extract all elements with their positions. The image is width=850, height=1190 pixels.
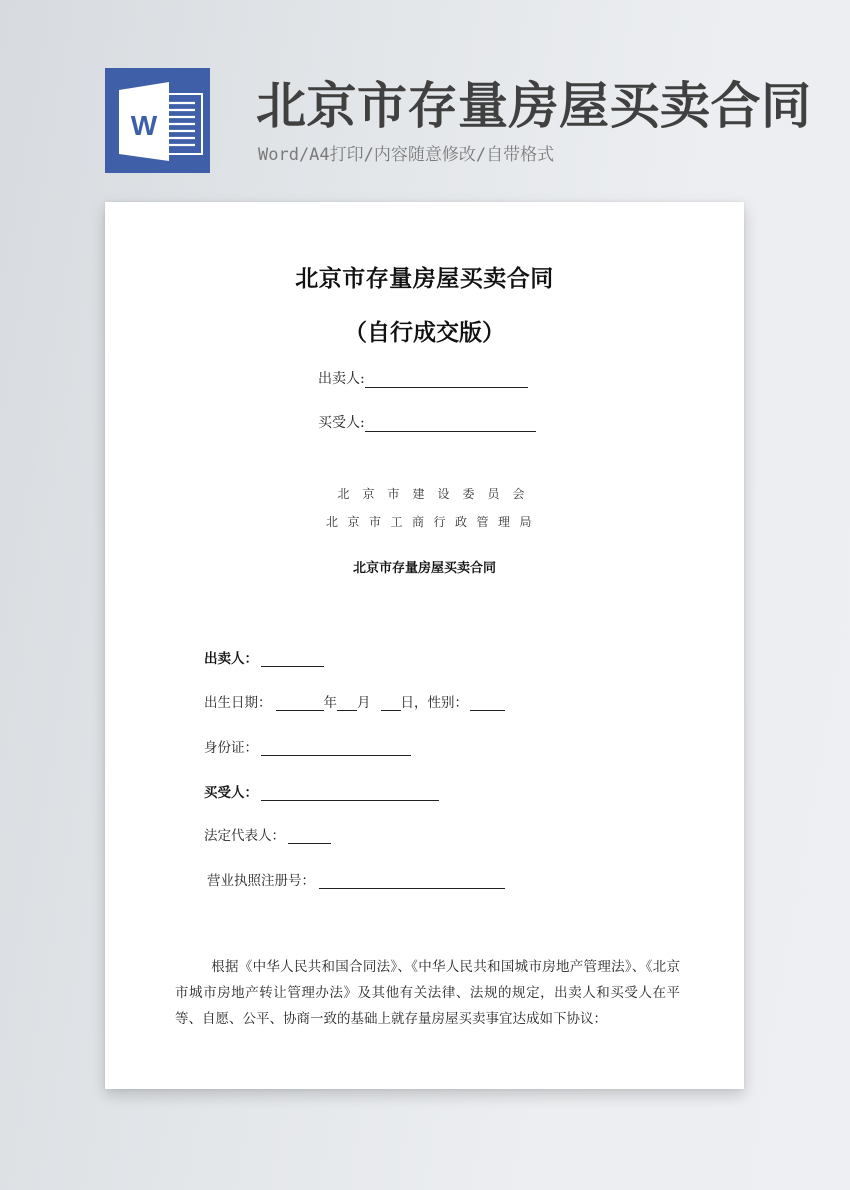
cover-buyer-label: 买受人: [318,415,365,431]
section-title: 北京市存量房屋买卖合同 [352,561,496,576]
id-card-label: 身份证： [204,740,258,756]
issuer-construction-committee: 北京市建设委员会 [337,487,538,501]
cover-seller-field[interactable] [318,368,528,388]
seller-label: 出卖人： [204,651,258,667]
banner-title: 北京市存量房屋买卖合同 [256,77,812,135]
issuer-industry-commerce-bureau: 北京市工商行政管理局 [325,515,541,529]
business-license-blank[interactable] [319,874,505,889]
birth-year-blank[interactable] [276,696,324,711]
cover-buyer-blank[interactable] [365,417,536,432]
id-card-blank[interactable] [261,741,411,756]
birth-date-field[interactable] [204,691,505,711]
legal-rep-blank[interactable] [288,829,331,844]
document-title: 北京市存量房屋买卖合同 [295,266,554,292]
day-label: 日， [400,695,428,711]
month-label: 月 [357,695,371,711]
svg-text:W: W [130,110,158,141]
document-page [105,202,744,1089]
cover-seller-blank[interactable] [365,373,528,388]
id-card-field[interactable] [204,736,411,756]
legal-rep-label: 法定代表人： [204,828,285,844]
buyer-field[interactable] [204,781,439,801]
buyer-blank[interactable] [261,786,439,801]
cover-seller-label: 出卖人: [318,371,365,387]
seller-blank[interactable] [261,652,324,667]
birth-day-blank[interactable] [381,696,401,711]
preamble-paragraph [175,954,680,1032]
banner-subtitle: Word/A4打印/内容随意修改/自带格式 [258,145,555,165]
buyer-label: 买受人： [204,785,258,801]
preamble-text: 根据《中华人民共和国合同法》、《中华人民共和国城市房地产管理法》、《北京市城市房地产转让管理办法》及其他有关法律、法规的规定，出卖人和买受人在平等、自愿、公平、协商一致的基础上就存量房屋买卖事宜达成如下协议： [175,959,680,1027]
legal-rep-field[interactable] [204,824,331,844]
gender-blank[interactable] [470,696,505,711]
seller-field[interactable] [204,647,324,667]
word-document-icon [105,68,210,173]
business-license-label: 营业执照注册号： [207,873,315,889]
document-subtitle: （自行成交版） [344,320,505,346]
year-label: 年 [323,695,337,711]
cover-buyer-field[interactable] [318,412,536,432]
birth-month-blank[interactable] [337,696,357,711]
gender-label: 性别： [427,695,468,711]
business-license-field[interactable] [207,869,505,889]
birth-date-label: 出生日期： [204,695,272,711]
